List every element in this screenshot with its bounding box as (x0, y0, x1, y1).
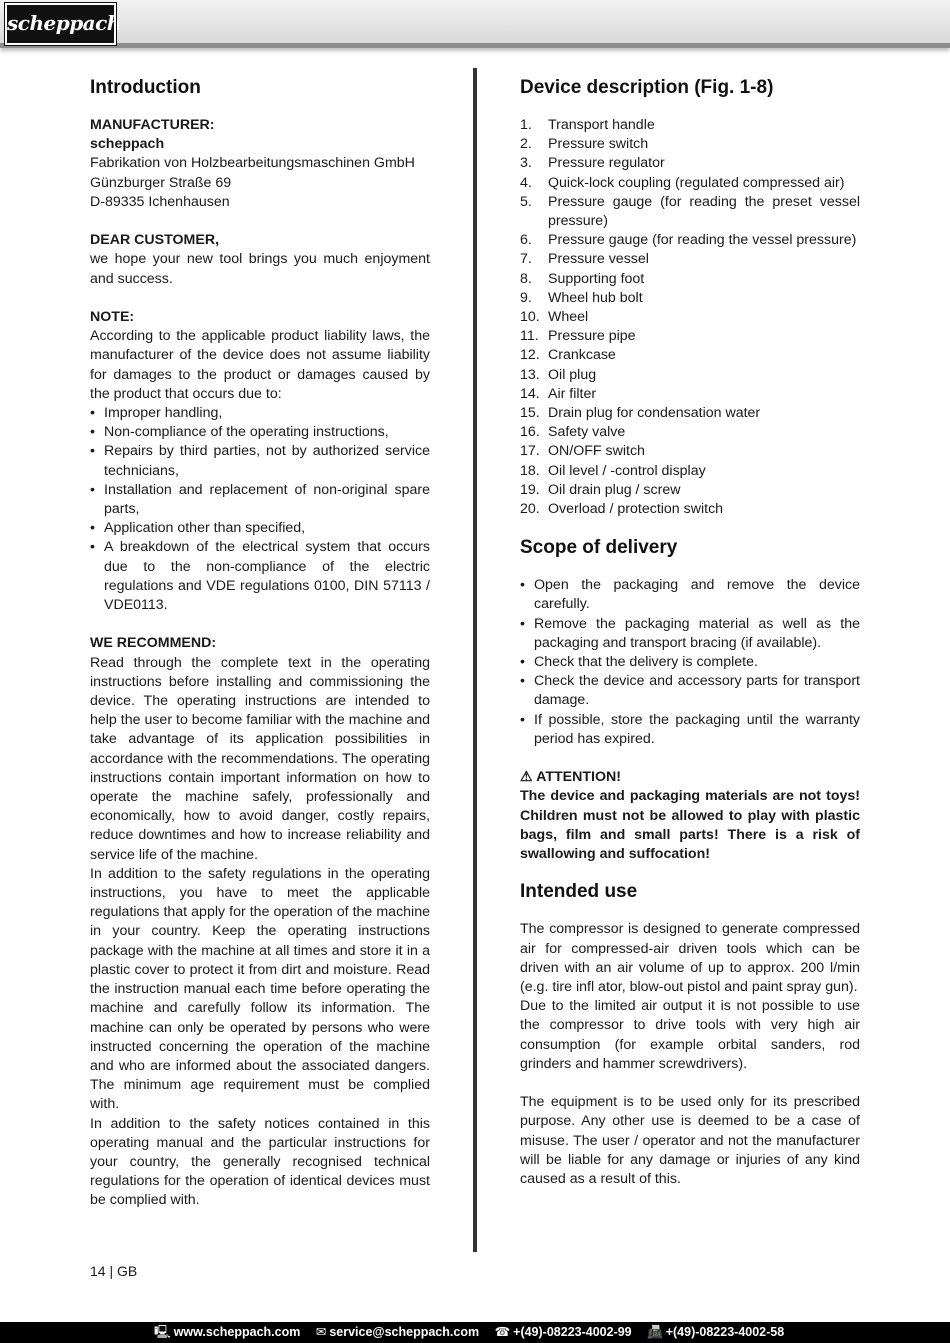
note-label: NOTE: (90, 309, 135, 325)
item-label: Drain plug for condensation water (548, 405, 761, 422)
item-number: 12. (520, 347, 540, 364)
device-part-item (520, 442, 860, 461)
footer-fax: +(49)-08223-4002-58 (665, 1325, 785, 1339)
device-part-item (520, 385, 860, 404)
device-part-item (520, 289, 860, 308)
item-label: Wheel (548, 309, 589, 326)
list-item: • Repairs by third parties, not by authorized service technicians, (90, 442, 430, 480)
footer-email[interactable]: service@scheppach.com (329, 1325, 480, 1339)
item-label: Air filter (548, 385, 597, 402)
item-number: 18. (520, 462, 540, 479)
item-label: Pressure regulator (548, 155, 665, 172)
list-item: • Improper handling, (90, 404, 430, 423)
item-label: Wheel hub bolt (548, 289, 643, 306)
device-part-item (520, 327, 860, 346)
manufacturer-name: scheppach (90, 136, 165, 153)
page-number-value: 14 (90, 1263, 106, 1279)
recommend-paragraph: Read through the complete text in the operating instructions before installing and commissioning the device. The operating instructions are intended to help the user to become familiar with the machine and take advantage of its application possibilities in accordance with the recommendations. The operating instructions contain important information on how to operate the machine safely, professionally and economically, how to avoid danger, costly repairs, reduce downtimes and how to increase reliability and service life of the machine. (90, 654, 430, 863)
device-part-item (520, 270, 860, 289)
item-label: Pressure gauge (for reading the preset vessel pressure) (548, 193, 860, 230)
item-number: 13. (520, 366, 540, 383)
scope-of-delivery-heading: Scope of delivery (520, 537, 678, 559)
list-item: • Check the device and accessory parts for transport damage. (520, 672, 860, 710)
device-part-item (520, 404, 860, 423)
address-line: Fabrikation von Holzbearbeitungsmaschinen GmbH (90, 155, 415, 172)
list-item: • A breakdown of the electrical system that occurs due to the non-compliance of the electric regulations and VDE regulations 0100, DIN 57113 / VDE0113. (90, 538, 430, 615)
device-part-item (520, 423, 860, 442)
right-column (520, 76, 860, 1189)
intended-use-heading: Intended use (520, 881, 638, 903)
item-number: 10. (520, 309, 540, 326)
intended-use-paragraph: Due to the limited air output it is not possible to use the compressor to drive tools with very high air consumption (for example orbital sanders, rod grinders and hammer screwdrivers). (520, 998, 860, 1072)
column-divider (473, 68, 477, 1252)
device-description-heading: Device description (Fig. 1-8) (520, 77, 774, 98)
device-part-item (520, 154, 860, 173)
device-part-item (520, 346, 860, 365)
intended-use-paragraph: The compressor is designed to generate compressed air for compressed-air driven tools which can be driven with an air volume of up to approx. 200 l/min (e.g. tire infl ator, blow-out pistol and paint spray gun). (520, 921, 860, 995)
recommend-paragraph: In addition to the safety regulations in the operating instructions, you have to meet the applicable regulations that apply for the operation of the machine in your country. Keep the operating instructions package with the machine at all times and store it in a plastic cover to protect it from dirt and moisture. Read the instruction manual each time before operating the machine and carefully follow its information. The machine can only be operated by persons who were instructed concerning the operation of the machine and who are informed about the associated dangers. The minimum age requirement must be complied with. (90, 865, 430, 1113)
item-label: Quick-lock coupling (regulated compressed air) (548, 174, 845, 191)
device-part-item (520, 500, 860, 519)
dear-customer-text: we hope your new tool brings you much enjoyment and success. (90, 251, 430, 287)
item-label: Pressure gauge (for reading the vessel pressure) (548, 232, 857, 249)
device-parts-list (520, 116, 860, 519)
warning-icon: ⚠ (520, 769, 533, 786)
fax-icon: 📠 (647, 1325, 663, 1339)
address-line: D-89335 Ichenhausen (90, 193, 230, 210)
device-part-item (520, 231, 860, 250)
list-item: • Open the packaging and remove the device carefully. (520, 576, 860, 614)
computer-icon: 🖳 (154, 1325, 171, 1339)
item-label: Transport handle (548, 117, 655, 133)
attention-text: The device and packaging materials are not toys! Children must not be allowed to play with plastic bags, film and small parts! There is a risk of swallowing and suffocation! (520, 788, 860, 863)
item-label: Supporting foot (548, 270, 645, 287)
item-number: 11. (520, 328, 539, 345)
attention-heading (520, 768, 860, 787)
item-number: 6. (520, 232, 532, 249)
item-number: 14. (520, 385, 540, 402)
device-part-item (520, 250, 860, 269)
item-label: Pressure switch (548, 136, 649, 153)
item-label: Pressure pipe (548, 328, 636, 345)
header-bar (0, 0, 950, 48)
dear-customer-label: DEAR CUSTOMER, (90, 232, 220, 249)
recommend-label: WE RECOMMEND: (90, 635, 217, 652)
item-label: Oil level / -control display (548, 462, 706, 479)
item-label: Oil plug (548, 366, 597, 383)
list-item: • If possible, store the packaging until the warranty period has expired. (520, 711, 860, 749)
item-label: ON/OFF switch (548, 443, 645, 460)
manufacturer-label: MANUFACTURER: (90, 117, 215, 133)
introduction-heading: Introduction (90, 77, 201, 98)
phone-icon: ☎ (494, 1325, 511, 1339)
item-number: 9. (520, 289, 532, 306)
item-number: 4. (520, 174, 532, 191)
device-part-item (520, 135, 860, 154)
intended-use-paragraph: The equipment is to be used only for its prescribed purpose. Any other use is deemed to be a case of misuse. The user / operator and not the manufacturer will be liable for any damage or injuries of any kind caused as a result of this. (520, 1094, 860, 1187)
item-number: 7. (520, 251, 532, 268)
list-item: • Application other than specified, (90, 519, 430, 538)
device-part-item (520, 116, 860, 135)
list-item: • Check that the delivery is complete. (520, 653, 860, 672)
item-number: 20. (520, 501, 540, 518)
footer-bar (0, 1322, 950, 1343)
item-number: 8. (520, 270, 532, 287)
note-list (90, 404, 430, 615)
item-label: Crankcase (548, 347, 616, 364)
item-number: 5. (520, 193, 532, 210)
item-number: 3. (520, 155, 532, 172)
footer-phone: +(49)-08223-4002-99 (513, 1325, 632, 1339)
item-number: 1. (520, 117, 532, 133)
footer-website[interactable]: www.scheppach.com (173, 1325, 301, 1339)
address-line: Günzburger Straße 69 (90, 174, 232, 191)
device-part-item (520, 366, 860, 385)
device-part-item (520, 174, 860, 193)
item-number: 19. (520, 481, 540, 498)
list-item: • Installation and replacement of non-original spare parts, (90, 481, 430, 519)
list-item: • Remove the packaging material as well as the packaging and transport bracing (if available). (520, 615, 860, 653)
list-item: • Non-compliance of the operating instructions, (90, 423, 430, 442)
attention-label: ATTENTION! (536, 769, 622, 786)
item-label: Oil drain plug / screw (548, 481, 681, 498)
note-text: According to the applicable product liability laws, the manufacturer of the device does not assume liability for damages to the product or damages caused by the product that occurs due to: (90, 328, 430, 402)
scope-list (520, 576, 860, 749)
item-number: 17. (520, 443, 540, 460)
item-label: Overload / protection switch (548, 501, 724, 518)
page-number: 14 | GB (90, 1263, 138, 1279)
item-label: Pressure vessel (548, 251, 649, 268)
left-column (90, 76, 430, 1211)
device-part-item (520, 193, 860, 231)
item-number: 16. (520, 424, 540, 441)
recommend-paragraph: In addition to the safety notices contained in this operating manual and the particular instructions for your country, the generally recognised technical regulations for the operation of identical devices must be complied with. (90, 1115, 430, 1209)
device-part-item (520, 462, 860, 481)
item-label: Safety valve (548, 424, 626, 441)
device-part-item (520, 308, 860, 327)
item-number: 2. (520, 136, 532, 153)
item-number: 15. (520, 405, 540, 422)
page-language: GB (117, 1263, 138, 1279)
scheppach-logo: scheppach (5, 3, 116, 45)
email-icon: ✉ (315, 1325, 327, 1339)
device-part-item (520, 481, 860, 500)
